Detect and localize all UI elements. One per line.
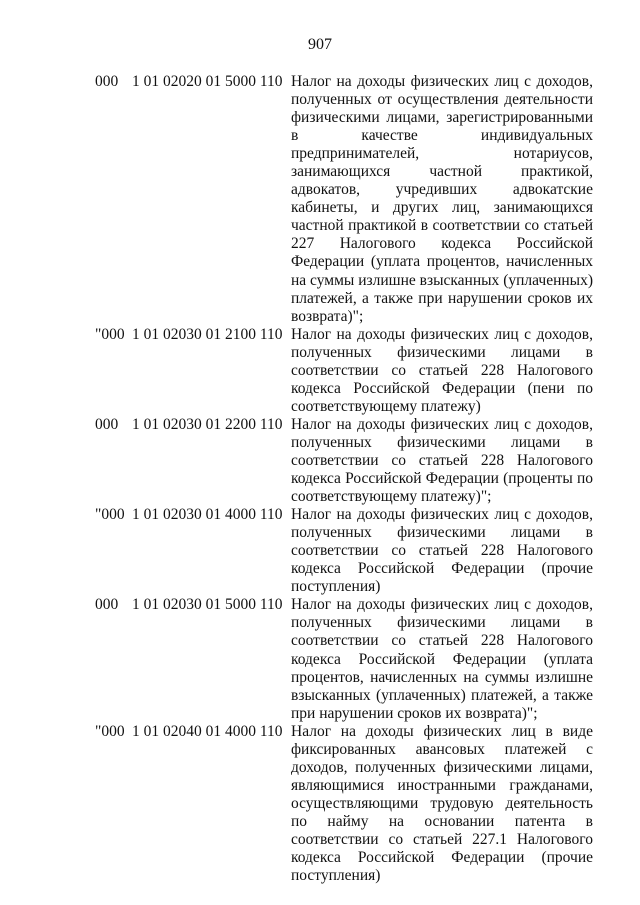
code-description: Налог на доходы физических лиц с доходов, полученных физическими лицами в соответствии со статьей 228 Налогового кодекса Российской Федерации (проценты по соответствующему платежу)"; <box>291 415 593 506</box>
budget-classification-code: 1 01 02030 01 5000 110 <box>132 596 283 614</box>
code-entry <box>0 326 640 416</box>
page-number: 907 <box>308 36 332 53</box>
budget-classification-code: 1 01 02040 01 4000 110 <box>132 722 283 740</box>
code-description: Налог на доходы физических лиц с доходов, полученных физическими лицами в соответствии со статьей 228 Налогового кодекса Российской Федерации (прочие поступления) <box>291 506 593 596</box>
administrator-code: 000 <box>95 596 119 614</box>
code-entry <box>0 416 640 506</box>
code-description: Налог на доходы физических лиц с доходов, полученных физическими лицами в соответствии со статьей 228 Налогового кодекса Российской Федерации (уплата процентов, начисленных на суммы излишне взысканных (уплаченных) платежей, а также при нарушении сроков их возврата)"; <box>291 596 593 722</box>
code-description: Налог на доходы физических лиц с доходов, полученных от осуществления деятельности физическими лицами, зарегистрированными в качестве индивидуальных предпринимателей, нотариусов, занимающихся частной практикой, адвокатов, учредивших адвокатские кабинеты, и других лиц, занимающихся частной практикой в соответствии со статьей 227 Налогового кодекса Российской Федерации (уплата процентов, начисленных на суммы излишне взысканных (уплаченных) платежей, а также при нарушении сроков их возврата)"; <box>291 73 593 325</box>
code-description: Налог на доходы физических лиц с доходов, полученных физическими лицами в соответствии со статьей 228 Налогового кодекса Российской Федерации (пени по соответствующему платежу) <box>291 325 593 415</box>
code-entry <box>0 73 640 326</box>
budget-classification-code: 1 01 02030 01 2200 110 <box>132 415 283 433</box>
administrator-code: "000 <box>95 506 125 524</box>
code-entry <box>0 506 640 596</box>
budget-classification-code: 1 01 02030 01 4000 110 <box>132 506 283 524</box>
administrator-code: 000 <box>95 415 119 433</box>
code-entry <box>0 723 640 885</box>
administrator-code: "000 <box>95 722 125 740</box>
budget-classification-code: 1 01 02030 01 2100 110 <box>132 325 283 343</box>
code-list <box>0 73 640 885</box>
administrator-code: 000 <box>95 73 119 90</box>
budget-classification-code: 1 01 02020 01 5000 110 <box>132 73 283 90</box>
code-description: Налог на доходы физических лиц в виде фиксированных авансовых платежей с доходов, полученных физическими лицами, являющимися иностранными гражданами, осуществляющими трудовую деятельность по найму на основании патента в соответствии со статьей 227.1 Налогового кодекса Российской Федерации (прочие поступления) <box>291 722 593 885</box>
administrator-code: "000 <box>95 325 125 343</box>
code-entry <box>0 596 640 722</box>
